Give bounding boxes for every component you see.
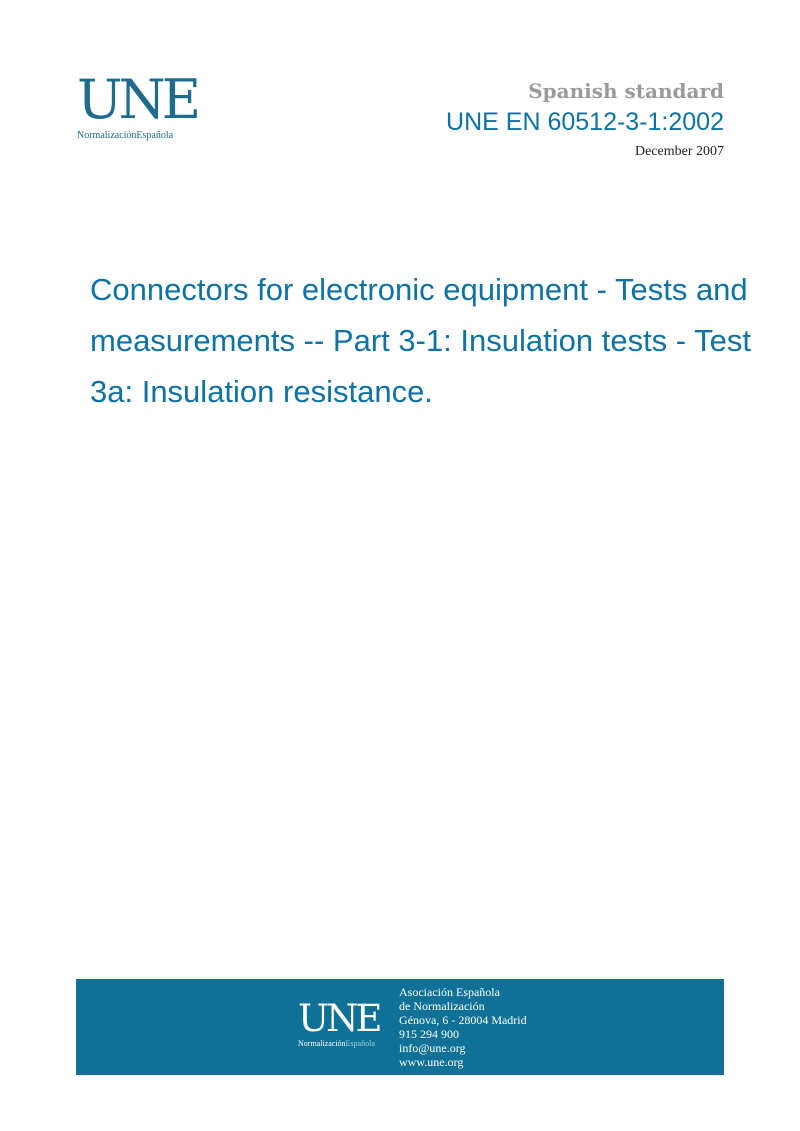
- footer-band: [76, 979, 724, 1075]
- footer-website-link[interactable]: www.une.org: [399, 1055, 464, 1069]
- une-logo-tagline: [77, 130, 197, 142]
- document-title: Connectors for electronic equipment - Tests and measurements -- Part 3-1: Insulation tests - Test 3a: Insulation resistance.: [90, 272, 752, 409]
- logo-tagline-part1: Normalización: [77, 130, 137, 141]
- footer-org-name-line1: Asociación Española: [399, 985, 500, 999]
- une-logo: [77, 68, 198, 143]
- footer-tagline-part1: Normalización: [298, 1039, 346, 1048]
- footer-org-name-line2: de Normalización: [399, 999, 485, 1013]
- standard-code: UNE EN 60512-3-1:2002: [446, 108, 724, 136]
- standard-type: Spanish standard: [528, 79, 724, 103]
- standard-date: December 2007: [634, 144, 724, 159]
- footer-logo-mark: UNE: [298, 997, 380, 1040]
- footer-email-link[interactable]: info@une.org: [399, 1041, 466, 1055]
- footer-contact-info: [399, 985, 527, 1069]
- footer-logo-tagline: [298, 1039, 390, 1049]
- une-logo-mark: UNE: [77, 68, 198, 131]
- footer-phone[interactable]: 915 294 900: [399, 1027, 459, 1041]
- footer-address: Génova, 6 - 28004 Madrid: [399, 1013, 527, 1027]
- logo-tagline-part2: Española: [136, 130, 174, 141]
- footer-tagline-part2: Española: [345, 1039, 375, 1048]
- standard-header: [446, 78, 724, 161]
- footer-logo: [298, 997, 390, 1049]
